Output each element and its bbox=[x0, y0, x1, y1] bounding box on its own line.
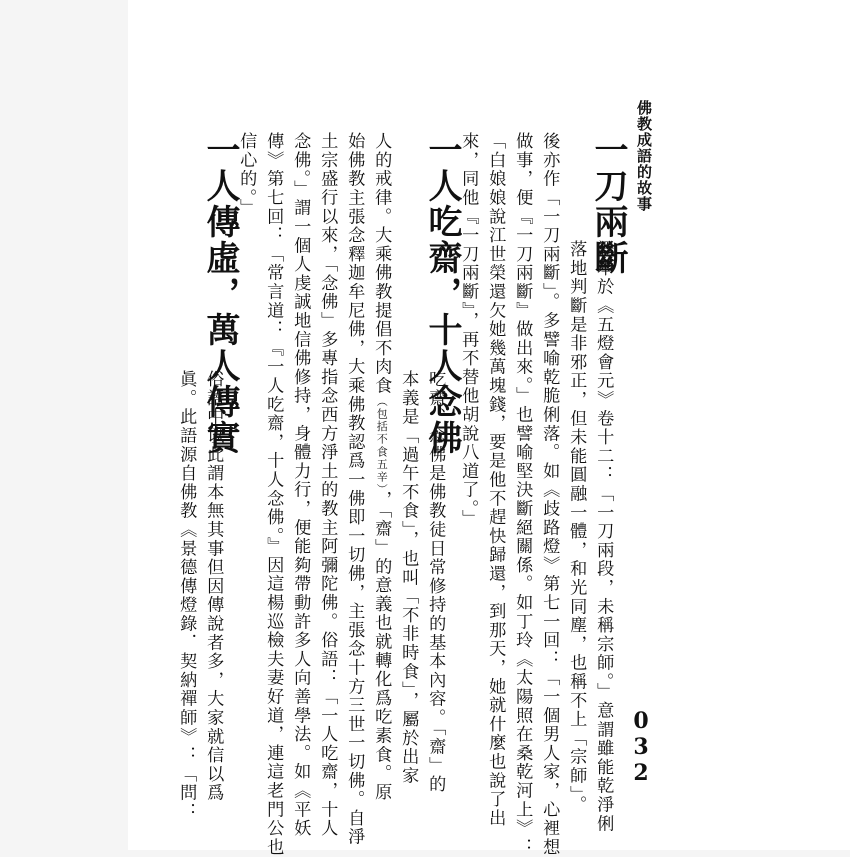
body-line: 語本於《五燈會元》卷十二：「一刀兩段，未稱宗師。」意謂雖能乾淨俐 bbox=[593, 240, 614, 833]
section-heading-1: 一刀兩斷 bbox=[588, 132, 628, 276]
body-line: 「白娘娘說江世榮還欠她幾萬塊錢，要是他不趕快歸還，到那天，她就什麼也說了出 bbox=[485, 132, 506, 828]
section-heading-2: 一人吃齋，十人念佛 bbox=[422, 132, 462, 456]
body-line: 來，同他『一刀兩斷』，再不替他胡說八道了。」 bbox=[458, 132, 479, 529]
body-line: 眞。此語源自佛教《景德傳燈錄．契納禪師》：「問： bbox=[176, 370, 197, 822]
body-line: 後亦作「一刀兩斷」。多譬喻乾脆俐落。如《歧路燈》第七一回：「一個男人家，心裡想 bbox=[539, 132, 560, 857]
body-line: 傳》第七回：「常言道：『一人吃齋，十人念佛。』因這楊巡檢夫妻好道，連這老門公也 bbox=[263, 132, 284, 857]
body-line: 信心的。」 bbox=[236, 132, 257, 218]
body-line: 土宗盛行以來，「念佛」多專指念西方淨土的教主阿彌陀佛。俗語：「一人吃齋，十人 bbox=[317, 132, 338, 838]
body-line: 落地判斷是非邪正，但未能圓融一體，和光同塵，也稱不上「宗師」。 bbox=[566, 240, 587, 815]
body-line: 念佛。」謂一個人虔誠地信佛修持，身體力行，便能夠帶動許多人向善學法。如《平妖 bbox=[290, 132, 311, 838]
running-header: 佛教成語的故事 bbox=[635, 100, 653, 212]
page-number: 032 bbox=[628, 708, 654, 786]
section-heading-3: 一人傳虛，萬人傳實 bbox=[200, 132, 240, 456]
body-line: 吃齋、念佛是佛教徒日常修持的基本內容。「齋」的 bbox=[425, 370, 446, 794]
body-line: 本義是「過午不食」，也叫「不非時食」，屬於出家 bbox=[398, 370, 419, 786]
body-line: 做事，便『一刀兩斷』做出來。」也譬喻堅決斷絕關係。如丁玲《太陽照在桑乾河上》： bbox=[512, 132, 533, 857]
body-line: 始佛教主張念釋迦牟尼佛，大乘佛教認爲一佛即一切佛，主張念十方三世一切佛。自淨 bbox=[344, 132, 365, 847]
body-note: （包括不食五辛） bbox=[375, 395, 389, 491]
body-line: 俗語中以此謂本無其事但因傳說者多，大家就信以爲 bbox=[203, 370, 224, 803]
body-line: 人的戒律。大乘佛教提倡不肉食（包括不食五辛），「齋」的意義也就轉化爲吃素食。原 bbox=[371, 132, 392, 802]
